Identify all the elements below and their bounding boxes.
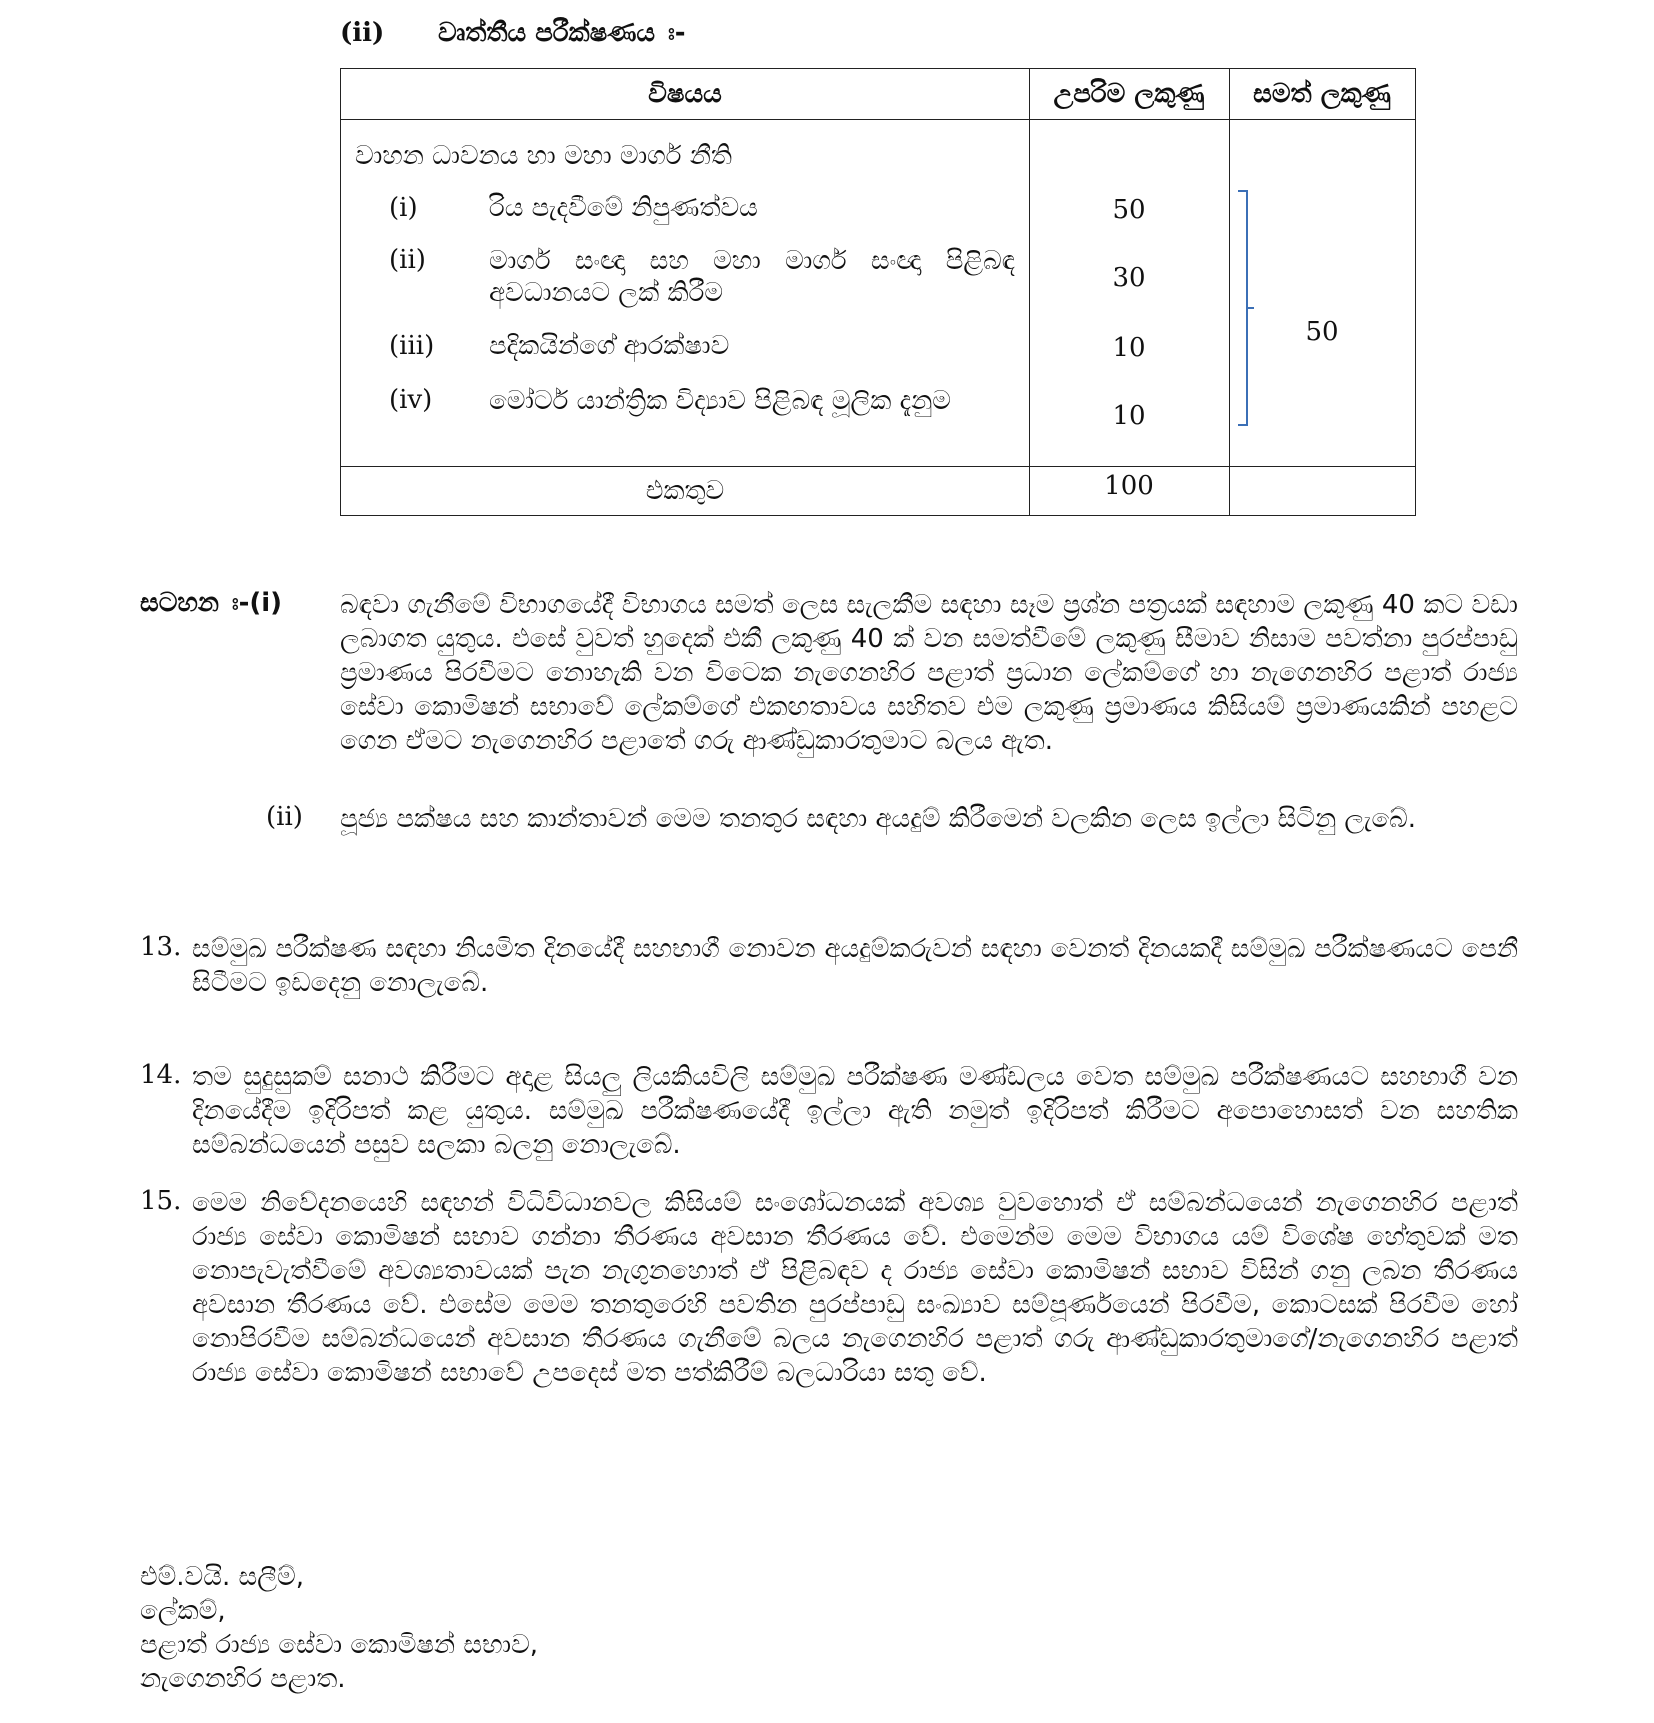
item-number: 15.: [140, 1186, 182, 1216]
total-label: එකතුව: [645, 475, 725, 506]
row-max-marks: 30: [1112, 263, 1146, 293]
signatory-name: එම්.වයි. සලීම්,: [140, 1562, 304, 1592]
item-text: සම්මුඛ පරීක්ෂණ සඳහා නියමිත දිනයේදී සහභාගී නොවන අයදුම්කරුවන් සඳහා වෙනත් දිනයකදී සම්මුඛ පරීක්ෂණයට පෙනී සිටීමට ඉඩදෙනු නොලැබේ.: [192, 934, 1518, 998]
row-subject: පදිකයින්ගේ ආරක්ෂාව: [489, 331, 730, 361]
signatory-place: නැගෙනහිර පළාත.: [140, 1664, 346, 1694]
bracket-tick: [1248, 307, 1254, 309]
note-i-text: බඳවා ගැනීමේ විභාගයේදී විභාගය සමත් ලෙස සැලකීම සඳහා සෑම ප්‍රශ්න පත්‍රයක් සඳහාම ලකුණු 40 කට වඩා ලබාගත යුතුය. එසේ වුවත් හුදෙක් එකී ලකුණු 40 ක් වන සමත්වීමේ ලකුණු සීමාව නිසාම පවත්නා පුරප්පාඩු ප්‍රමාණය පිරවීමට නොහැකි වන විටෙක නැගෙනහිර පළාත් ප්‍රධාන ලේකම්ගේ හා නැගෙනහිර පළාත් රාජ්‍ය සේවා කොමිෂන් සභාවේ ලේකම්ගේ එකඟතාවය සහිතව එම ලකුණු ප්‍රමාණය කිසියම් ප්‍රමාණයකින් පහළට ගෙන ඒමට නැගෙනහිර පළාතේ ගරු ආණ්ඩුකාරතුමාට බලය ඇත.: [340, 590, 1518, 756]
row-subject: රිය පැදවීමේ නිපුණත්වය: [489, 193, 758, 223]
note-ii-number: (ii): [266, 802, 303, 832]
section-title: වෘත්තීය පරීක්ෂණය ඃ-: [438, 18, 686, 48]
row-max-marks: 50: [1112, 195, 1146, 225]
pass-marks-bracket: [1238, 190, 1248, 426]
header-pass-marks: සමත් ලකුණු: [1253, 78, 1391, 109]
row-subject: මෝටර් යාන්ත්‍රික විද්‍යාව පිළිබඳ මූලික දැනුම: [489, 386, 951, 416]
item-text: මෙම නිවේදනයෙහි සඳහන් විධිවිධානවල කිසියම් සංශෝධනයක් අවශ්‍ය වුවහොත් ඒ සම්බන්ධයෙන් නැගෙනහිර පළාත් රාජ්‍ය සේවා කොමිෂන් සභාව ගන්නා තීරණය අවසාන තීරණය වේ. එමෙන්ම මෙම විභාගය යම් විශේෂ හේතුවක් මත නොපැවැත්වීමේ අවශ්‍යතාවයක් පැන නැගුනහොත් ඒ පිළිබඳව ද රාජ්‍ය සේවා කොමිෂන් සභාව විසින් ගනු ලබන තීරණය අවසාන තීරණය වේ. එසේම මෙම තනතුරෙහි පවතින පුරප්පාඩු සංඛ්‍යාව සම්පූර්ණයෙන් පිරවීම, කොටසක් පිරවීම හෝ නොපිරවීම සම්බන්ධයෙන් අවසාන තීරණය ගැනීමේ බලය නැගෙනහිර පළාත් ගරු ආණ්ඩුකාරතුමාගේ/නැගෙනහිර පළාත් රාජ්‍ය සේවා කොමිෂන් සභාවේ උපදෙස් මත පත්කිරීම් බලධාරියා සතු වේ.: [192, 1188, 1518, 1388]
note-ii-text: පූජ්‍ය පක්ෂය සහ කාන්තාවන් මෙම තනතුර සඳහා අයදුම් කිරීමෙන් වලකින ලෙස ඉල්ලා සිටිනු ලැබේ.: [340, 804, 1417, 834]
item-number: 13.: [140, 932, 182, 962]
section-number: (ii): [340, 18, 385, 48]
row-number: (iii): [389, 331, 435, 361]
header-subject: විෂයය: [648, 78, 722, 109]
item-number: 14.: [140, 1060, 182, 1090]
pass-marks-value: 50: [1305, 317, 1339, 347]
row-number: (ii): [389, 245, 426, 275]
item-text: තම සුදුසුකම් සනාථ කිරීමට අදාළ සියලු ලියකියවිලි සම්මුඛ පරීක්ෂණ මණ්ඩලය වෙත සම්මුඛ පරීක්ෂණයට සහභාගී වන දිනයේදීම ඉදිරිපත් කළ යුතුය. සම්මුඛ පරීක්ෂණයේදී ඉල්ලා ඇති නමුත් ඉදිරිපත් කිරීමට අපොහොසත් වන සහතික සම්බන්ධයෙන් පසුව සලකා බලනු නොලැබේ.: [192, 1062, 1518, 1160]
row-max-marks: 10: [1112, 333, 1146, 363]
row-max-marks: 10: [1112, 401, 1146, 431]
signatory-org: පළාත් රාජ්‍ය සේවා කොමිෂන් සභාව,: [140, 1630, 539, 1660]
header-rule: [341, 119, 1415, 120]
row-subject: මාර්ග සංඥා සහ මහා මාර්ග සංඥා පිළිබඳ අවධානයට ලක් කිරීම: [489, 246, 1015, 308]
marks-table: [340, 68, 1416, 516]
header-max-marks: උපරිම ලකුණු: [1053, 78, 1205, 109]
group-title: වාහන ධාවනය හා මහා මාර්ග නීති: [355, 141, 732, 171]
total-value: 100: [1104, 471, 1154, 501]
notes-label: සටහන ඃ-(i): [140, 588, 283, 618]
row-number: (i): [389, 193, 418, 223]
row-number: (iv): [389, 385, 433, 415]
signatory-title: ලේකම්,: [140, 1596, 226, 1626]
col-divider-2: [1229, 69, 1230, 515]
